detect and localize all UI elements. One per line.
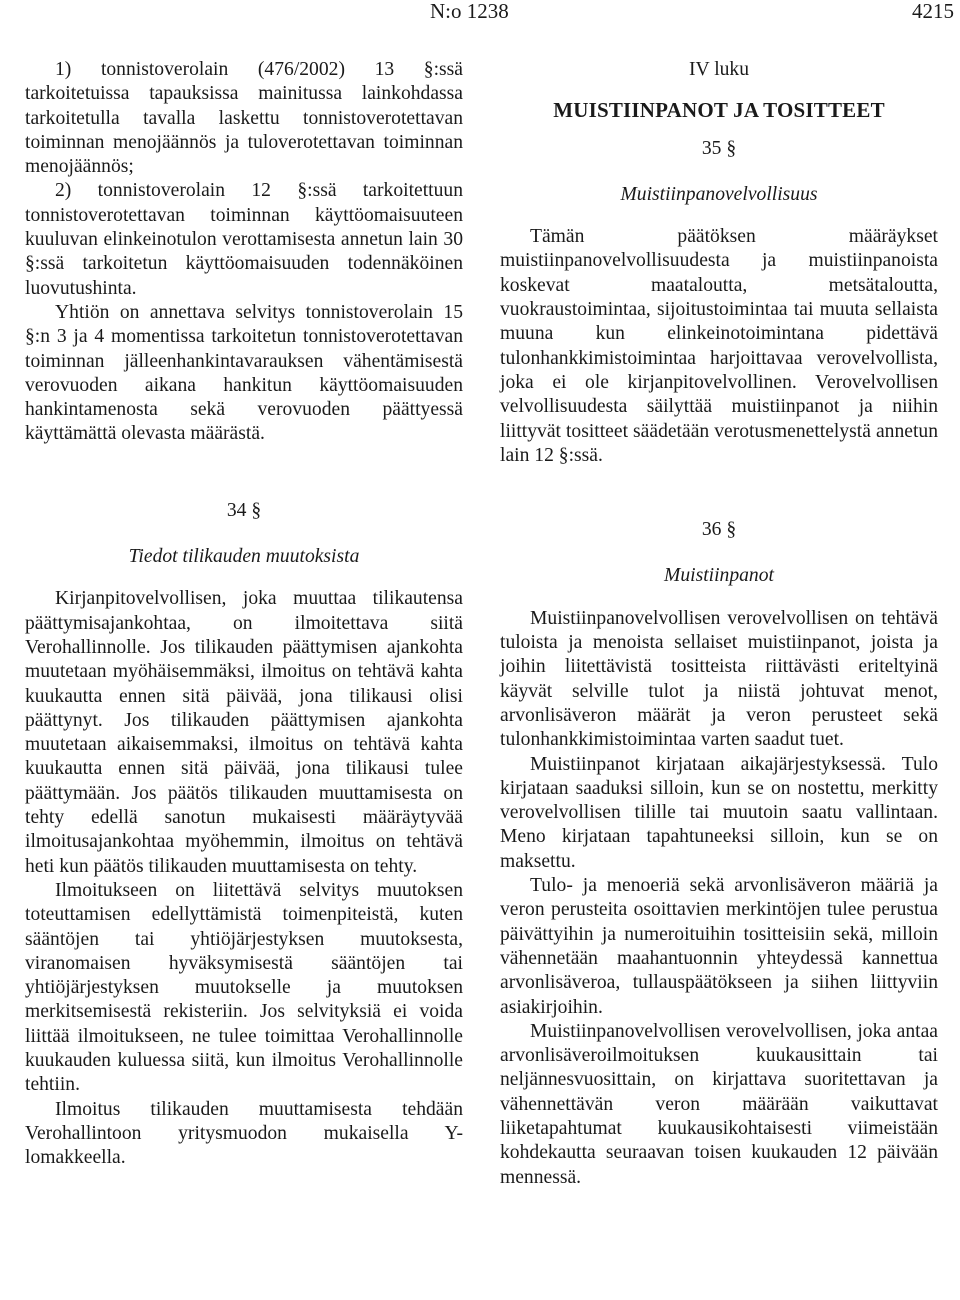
list-item: 1) tonnistoverolain (476/2002) 13 §:ssä tarkoitetuissa tapauksissa mainitussa lainkohdassa tarkoitetulla tavalla laskettu tonnistoverotettavan toiminnan menojäännös ja tuloverotettavan toiminnan menojäännös; xyxy=(25,59,463,178)
section-number: 36 § xyxy=(701,519,737,541)
chapter-number: IV luku xyxy=(688,59,750,80)
page-header xyxy=(0,0,960,28)
paragraph: Ilmoitus tilikauden muuttamisesta tehdään Verohallintoon yritysmuodon mukaisella Y-lomakkeella. xyxy=(25,1098,463,1169)
right-column xyxy=(500,58,938,1190)
page-number: 4215 xyxy=(912,0,954,23)
paragraph: Ilmoitukseen on liitettävä selvitys muutoksen toteuttamisen edellyttämistä toimenpiteistä, kuten sääntöjen tai yhtiöjärjestyksen muutoksesta, viranomaisen hyväksymisestä sääntöjen tai yhtiöjärjestyksen muutokselle ja muutoksen merkitsemisestä rekisteriin. Jos selvityksiä ei voida liittää ilmoitukseen, ne tulee toimittaa Verohallinnolle kuukauden kuluessa siitä, kun ilmoitus Verohallinnolle tehtiin. xyxy=(25,879,463,1096)
section-title: Muistiinpanovelvollisuus xyxy=(620,183,818,205)
chapter-title: MUISTIINPANOT JA TOSITTEET xyxy=(553,98,885,123)
section-title: Muistiinpanot xyxy=(664,565,774,587)
paragraph: Muistiinpanovelvollisen verovelvollisen on tehtävä tuloista ja menoista sellaiset muistiinpanot, joista ja joihin liitettävistä tositteista riittävästi eriteltyinä käyvät selville tulot ja niistä johtuvat menot, arvonlisäveron määrät ja veron perusteet sekä tulonhankkimistoimintaa varten saadut tuet. xyxy=(500,607,938,751)
paragraph: Muistiinpanot kirjataan aikajärjestyksessä. Tulo kirjataan saaduksi silloin, kun se on nostettu, merkitty verovelvollisen tilille tai muutoin saatu vallintaan. Meno kirjataan tapahtuneeksi silloin, kun se on maksettu. xyxy=(500,753,938,872)
paragraph: Kirjanpitovelvollisen, joka muuttaa tilikautensa päättymisajankohtaa, on ilmoitettava siitä Verohallinnolle. Jos tilikauden päättymisen ajankohta muutetaan myöhäisemmäksi, ilmoitus on tehtävä kahta kuukautta ennen sitä päivää, jona tilikausi olisi päättynyt. Jos tilikauden päättymisen ajankohta muutetaan aikaisemmaksi, ilmoitus on tehtävä kahta kuukautta ennen sitä päivää, jona tilikausi tulee päättymään. Jos päätös tilikauden muuttamisesta on tehty edellä sanotun mukaisesti määräytyvää ilmoitusajankohtaa myöhemmin, ilmoitus on tehtävä heti kun päätös tilikauden muuttamisesta on tehty. xyxy=(25,588,463,877)
issue-number: N:o 1238 xyxy=(430,0,509,23)
section-title: Tiedot tilikauden muutoksista xyxy=(128,546,360,568)
paragraph: Tämän päätöksen määräykset muistiinpanovelvollisuudesta ja muistiinpanoista koskevat maataloutta, metsätaloutta, vuokraustoimintaa, sijoitustoimintaa tai muuta sellaista muuna kun elinkeinotoimintana pidettävä tulonhankkimistoimintaa harjoittavaa verovelvollista, joka ei ole kirjanpitovelvollinen. Verovelvollisen velvollisuudesta säilyttää muistiinpanot ja niihin liittyvät tositteet säädetään verotusmenettelystä annetun lain 12 §:ssä. xyxy=(500,226,938,466)
section-number: 35 § xyxy=(701,137,737,159)
list-item: 2) tonnistoverolain 12 §:ssä tarkoitettuun tonnistoverotettavan toiminnan käyttöomaisuuteen kuuluvan elinkeinotulon verottamisesta annetun lain 30 §:ssä tarkoitetun käyttöomaisuuden todennäköinen luovutushinta. xyxy=(25,180,463,299)
paragraph: Yhtiön on annettava selvitys tonnistoverolain 15 §:n 3 ja 4 momentissa tarkoitetun tonnistoverotettavan toiminnan jälleenhankintavarauksen vähentämisestä verovuoden aikana hankitun käyttöomaisuuden hankintamenosta sekä verovuoden päättyessä käyttämättä olevasta määrästä. xyxy=(25,301,463,445)
paragraph: Muistiinpanovelvollisen verovelvollisen, joka antaa arvonlisäveroilmoituksen kuukausittain tai neljännesvuosittain, on kirjattava suoritettavan ja vähennettävän veron määrään vaikuttavat liiketapahtumat kuukausikohtaisesti viimeistään kohdekautta seuraavan toisen kuukauden 12 päivään mennessä. xyxy=(500,1020,938,1188)
section-number: 34 § xyxy=(226,499,262,521)
left-column xyxy=(25,58,463,1170)
paragraph: Tulo- ja menoeriä sekä arvonlisäveron määriä ja veron perusteita osoittavien merkintöjen tulee perustua päivättyihin ja numeroituihin tositteisiin sekä, milloin vähennetään maahantuonnin yhteydessä kannettua arvonlisäveroa, tullauspäätökseen ja siihen liittyviin asiakirjoihin. xyxy=(500,875,938,1018)
